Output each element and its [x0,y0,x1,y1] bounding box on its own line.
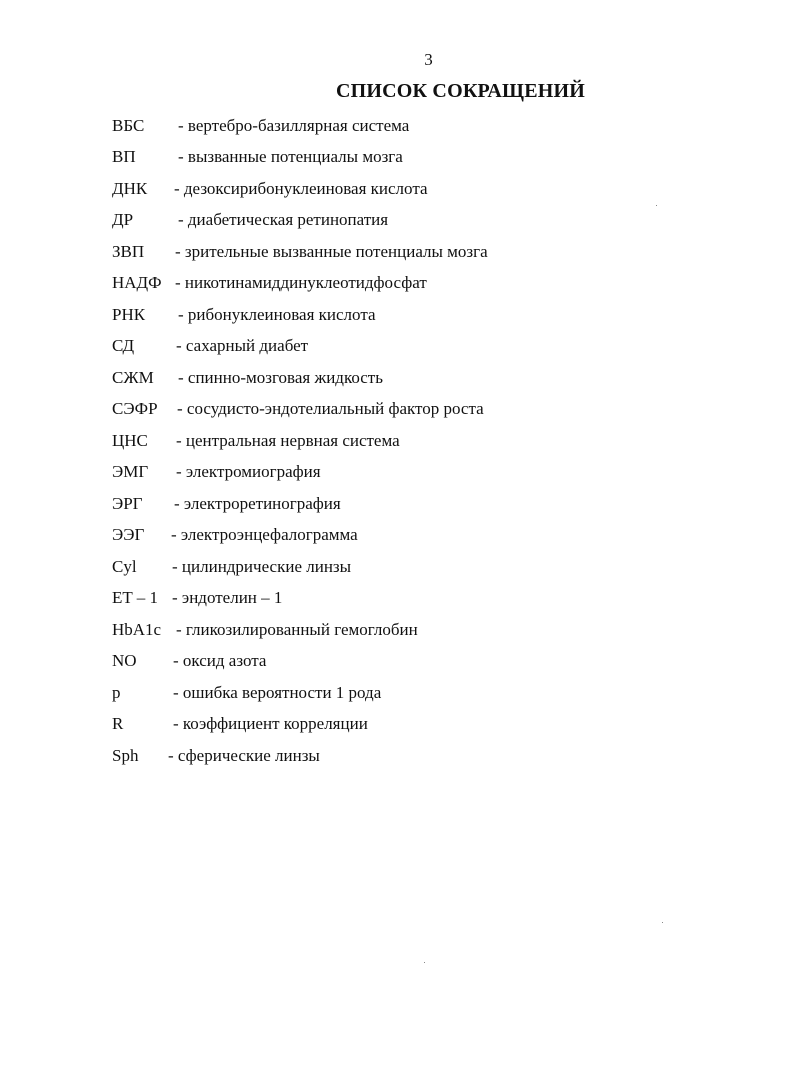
abbreviation-definition: - никотинамиддинуклеотидфосфат [175,273,427,293]
abbreviation-definition: - гликозилированный гемоглобин [176,619,418,639]
abbreviation-row [112,520,672,552]
abbreviation-definition: - сахарный диабет [176,336,309,356]
abbreviation-row [112,394,672,426]
abbreviation-code: СД [112,336,135,356]
abbreviation-definition: - коэффициент корреляции [173,714,368,734]
abbreviation-definition: - зрительные вызванные потенциалы мозга [175,241,488,261]
abbreviation-definition: - эндотелин – 1 [172,588,283,608]
abbreviation-definition: - вертебро-базиллярная система [178,115,410,135]
scan-speck [656,205,657,206]
page-title: СПИСОК СОКРАЩЕНИЙ [335,80,586,102]
abbreviation-code: R [112,714,124,734]
abbreviation-definition: - электроэнцефалограмма [171,525,358,545]
abbreviation-definition: - ошибка вероятности 1 рода [173,682,382,702]
abbreviation-row [112,110,672,142]
abbreviation-code: СЭФР [112,399,158,419]
abbreviation-code: ВБС [112,115,145,135]
abbreviation-definition: - спинно-мозговая жидкость [178,367,383,387]
abbreviation-definition: - электромиография [176,462,321,482]
abbreviation-code: NO [112,651,137,671]
abbreviation-definition: - центральная нервная система [176,430,400,450]
abbreviation-row [112,205,672,237]
abbreviation-definition: - дезоксирибонуклеиновая кислота [174,178,428,198]
abbreviation-row [112,551,672,583]
abbreviation-row [112,425,672,457]
scan-speck [424,962,425,963]
abbreviation-code: РНК [112,304,146,324]
abbreviation-row [112,709,672,741]
abbreviation-code: Cyl [112,556,137,576]
abbreviation-definition: - вызванные потенциалы мозга [178,147,403,167]
abbreviation-code: ЗВП [112,241,145,261]
abbreviation-row [112,173,672,205]
abbreviation-definition: - оксид азота [173,651,267,671]
abbreviation-code: ЭМГ [112,462,149,482]
abbreviation-row [112,677,672,709]
abbreviation-row [112,268,672,300]
abbreviation-code: ЭЭГ [112,525,145,545]
abbreviation-code: ДНК [112,178,148,198]
abbreviation-code: ВП [112,147,136,167]
abbreviation-row [112,331,672,363]
abbreviation-row [112,614,672,646]
abbreviation-code: p [112,682,121,702]
abbreviation-definition: - сферические линзы [168,745,320,765]
abbreviation-code: HbA1c [112,619,162,639]
abbreviation-row [112,236,672,268]
abbreviation-code: СЖМ [112,367,154,387]
abbreviation-code: ET – 1 [112,588,158,608]
scan-speck [662,922,663,923]
abbreviation-row [112,299,672,331]
abbreviation-code: ЦНС [112,430,148,450]
abbreviation-row [112,646,672,678]
abbreviation-definition: - диабетическая ретинопатия [178,210,389,230]
abbreviation-row [112,362,672,394]
abbreviation-definition: - сосудисто-эндотелиальный фактор роста [177,399,484,419]
abbreviation-row [112,142,672,174]
abbreviation-code: ДР [112,210,134,230]
abbreviation-row [112,488,672,520]
abbreviation-definition: - рибонуклеиновая кислота [178,304,376,324]
page-number: 3 [424,50,433,69]
abbreviation-definition: - цилиндрические линзы [172,556,352,576]
abbreviation-code: НАДФ [112,273,162,293]
abbreviation-list [112,110,672,772]
abbreviation-definition: - электроретинография [174,493,341,513]
abbreviation-row [112,740,672,772]
abbreviation-row [112,457,672,489]
abbreviation-code: Sph [112,745,139,765]
abbreviation-row [112,583,672,615]
abbreviation-code: ЭРГ [112,493,143,513]
